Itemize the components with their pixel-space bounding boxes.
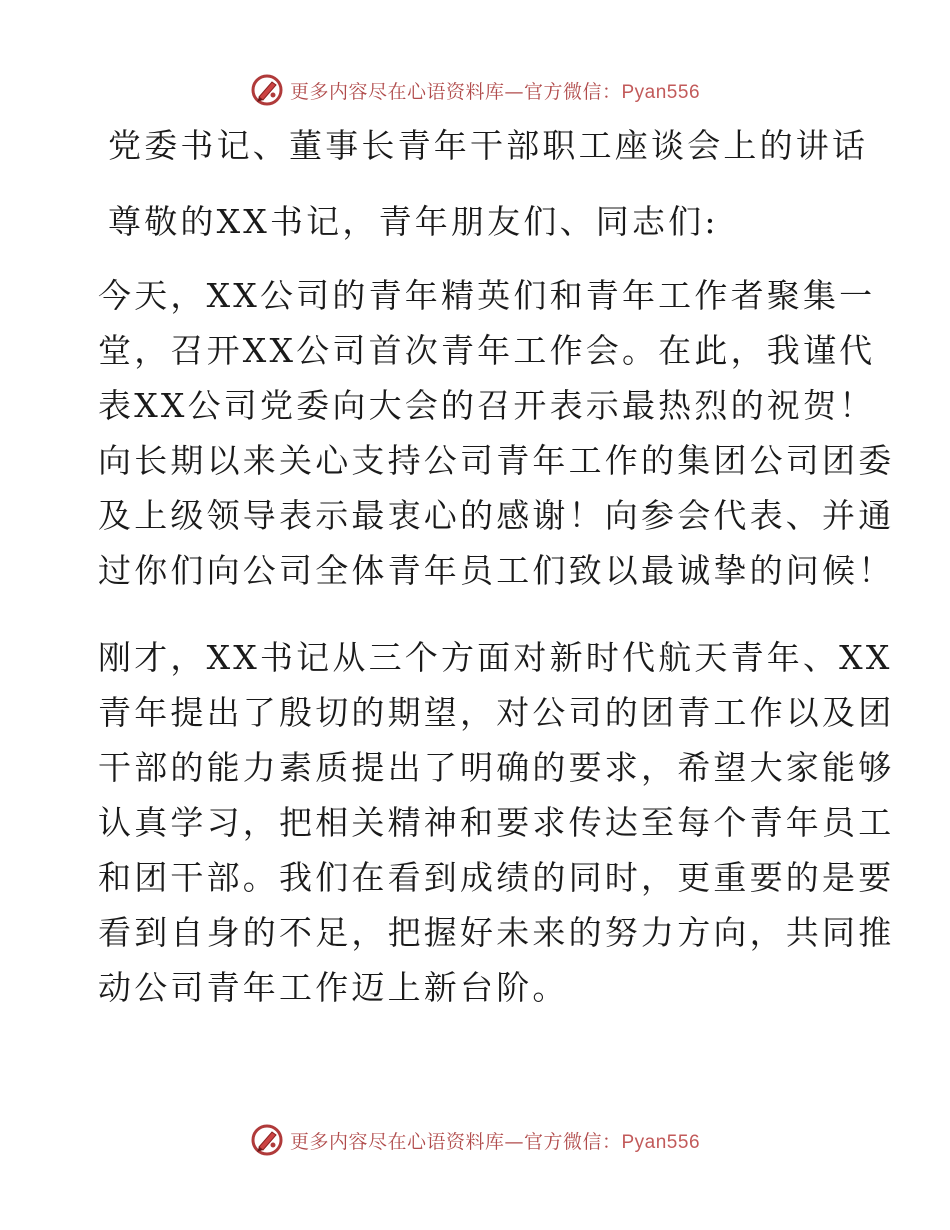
header-banner: [0, 70, 950, 110]
paragraph-2-line: 动公司青年工作迈上新台阶。: [98, 968, 569, 1007]
paragraph-2-line: 刚才，XX书记从三个方面对新时代航天青年、XX: [98, 638, 893, 677]
salutation: 尊敬的XX书记，青年朋友们、同志们:: [108, 202, 719, 241]
paragraph-2-line: 青年提出了殷切的期望，对公司的团青工作以及团: [98, 693, 895, 732]
paragraph-1-line: 今天，XX公司的青年精英们和青年工作者聚集一: [98, 276, 876, 315]
document-title: 党委书记、董事长青年干部职工座谈会上的讲话: [108, 126, 869, 165]
paragraph-2-line: 干部的能力素质提出了明确的要求，希望大家能够: [98, 748, 895, 787]
paragraph-2-line: 认真学习，把相关精神和要求传达至每个青年员工: [98, 803, 895, 842]
header-banner-text: 更多内容尽在心语资料库—官方微信：Pyan556: [289, 80, 701, 103]
brand-logo-icon: [250, 73, 284, 107]
paragraph-1: [98, 268, 895, 598]
paragraph-2-line: 看到自身的不足，把握好未来的努力方向，共同推: [98, 913, 895, 952]
paragraph-1-line: 向长期以来关心支持公司青年工作的集团公司团委: [98, 441, 895, 480]
paragraph-1-line: 堂，召开XX公司首次青年工作会。在此，我谨代: [98, 331, 876, 370]
paragraph-1-line: 表XX公司党委向大会的召开表示最热烈的祝贺！: [98, 386, 876, 425]
footer-banner-text: 更多内容尽在心语资料库—官方微信：Pyan556: [289, 1130, 701, 1153]
footer-wechat-id: Pyan556: [621, 1131, 701, 1153]
header-wechat-id: Pyan556: [621, 81, 701, 103]
paragraph-1-line: 及上级领导表示最衷心的感谢！向参会代表、并通: [98, 496, 895, 535]
footer-banner: [0, 1120, 950, 1160]
paragraph-2-line: 和团干部。我们在看到成绩的同时，更重要的是要: [98, 858, 895, 897]
brand-logo-icon: [250, 1123, 284, 1157]
paragraph-1-line: 过你们向公司全体青年员工们致以最诚挚的问候！: [98, 551, 895, 590]
paragraph-2: [98, 630, 895, 1015]
